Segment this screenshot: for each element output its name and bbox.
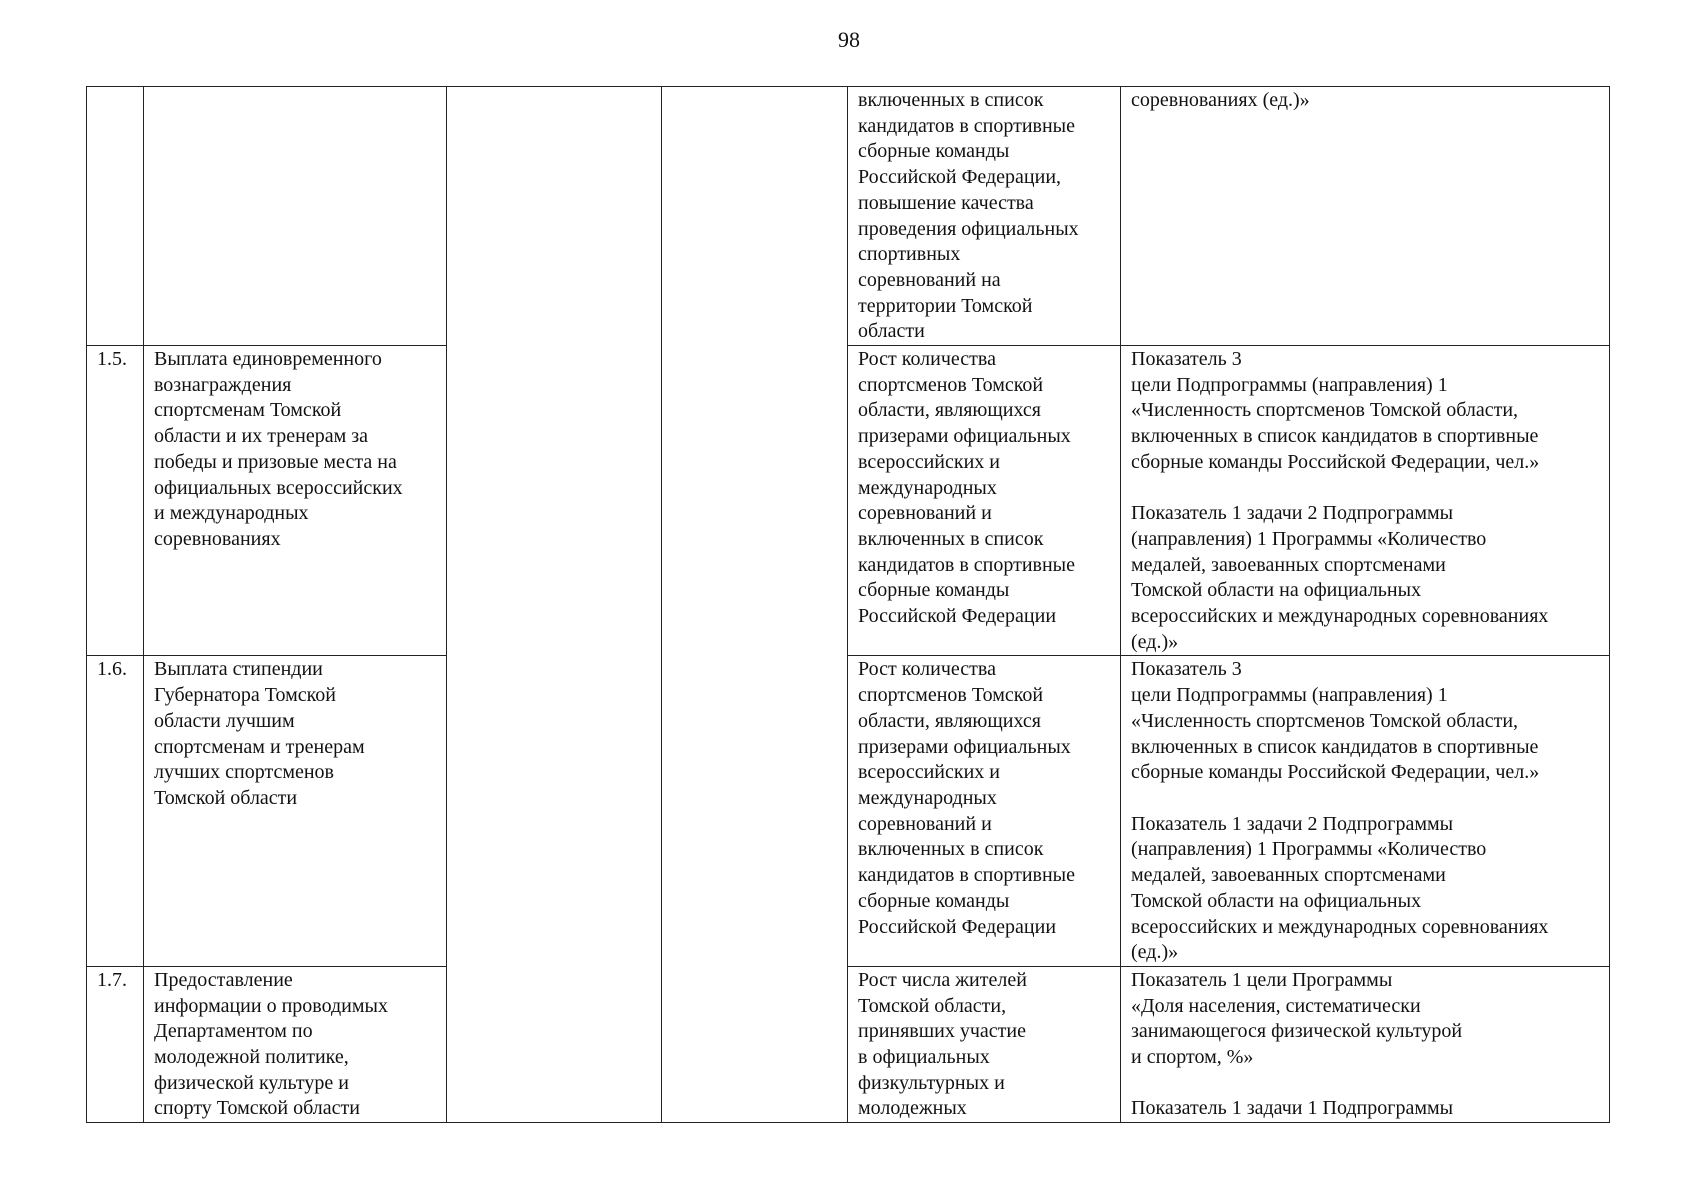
activity-cell: Выплата стипендии Губернатора Томской области лучшим спортсменам и тренерам лучших спортсменов Томской области xyxy=(144,656,447,966)
result-cell: Рост количества спортсменов Томской области, являющихся призерами официальных всероссийских и международных соревнований и включенных в список кандидатов в спортивные сборные команды Российской Федерации xyxy=(848,346,1121,656)
result-cell: Рост числа жителей Томской области, принявших участие в официальных физкультурных и молодежных xyxy=(848,966,1121,1122)
activity-cell: Выплата единовременного вознаграждения спортсменам Томской области и их тренерам за победы и призовые места на официальных всероссийских и международных соревнованиях xyxy=(144,346,447,656)
indicator-cell: Показатель 3 цели Подпрограммы (направления) 1 «Численность спортсменов Томской области, включенных в список кандидатов в спортивные сборные команды Российской Федерации, чел.» Показатель 1 задачи 2 Подпрограммы (направления) 1 Программы «Количество медалей, завоеванных спортсменами Томской области на официальных всероссийских и международных соревнованиях (ед.)» xyxy=(1121,656,1610,966)
activities-table xyxy=(86,86,1610,1123)
row-number: 1.6. xyxy=(87,656,144,966)
empty-column-cell xyxy=(447,87,662,1123)
table-row xyxy=(87,966,1610,1122)
result-cell: Рост количества спортсменов Томской области, являющихся призерами официальных всероссийских и международных соревнований и включенных в список кандидатов в спортивные сборные команды Российской Федерации xyxy=(848,656,1121,966)
page-number: 98 xyxy=(838,27,860,52)
row-number: 1.5. xyxy=(87,346,144,656)
indicator-cell: Показатель 1 цели Программы «Доля населения, систематически занимающегося физической культурой и спортом, %» Показатель 1 задачи 1 Подпрограммы xyxy=(1121,966,1610,1122)
row-number: 1.7. xyxy=(87,966,144,1122)
indicator-cell: соревнованиях (ед.)» xyxy=(1121,87,1610,346)
table-row xyxy=(87,346,1610,656)
table-row xyxy=(87,656,1610,966)
indicator-cell: Показатель 3 цели Подпрограммы (направления) 1 «Численность спортсменов Томской области, включенных в список кандидатов в спортивные сборные команды Российской Федерации, чел.» Показатель 1 задачи 2 Подпрограммы (направления) 1 Программы «Количество медалей, завоеванных спортсменами Томской области на официальных всероссийских и международных соревнованиях (ед.)» xyxy=(1121,346,1610,656)
result-cell: включенных в список кандидатов в спортивные сборные команды Российской Федерации, повышение качества проведения официальных спортивных соревнований на территории Томской области xyxy=(848,87,1121,346)
empty-column-cell xyxy=(662,87,848,1123)
row-number xyxy=(87,87,144,346)
table-row xyxy=(87,87,1610,346)
activity-cell: Предоставление информации о проводимых Департаментом по молодежной политике, физической культуре и спорту Томской области xyxy=(144,966,447,1122)
activity-cell xyxy=(144,87,447,346)
